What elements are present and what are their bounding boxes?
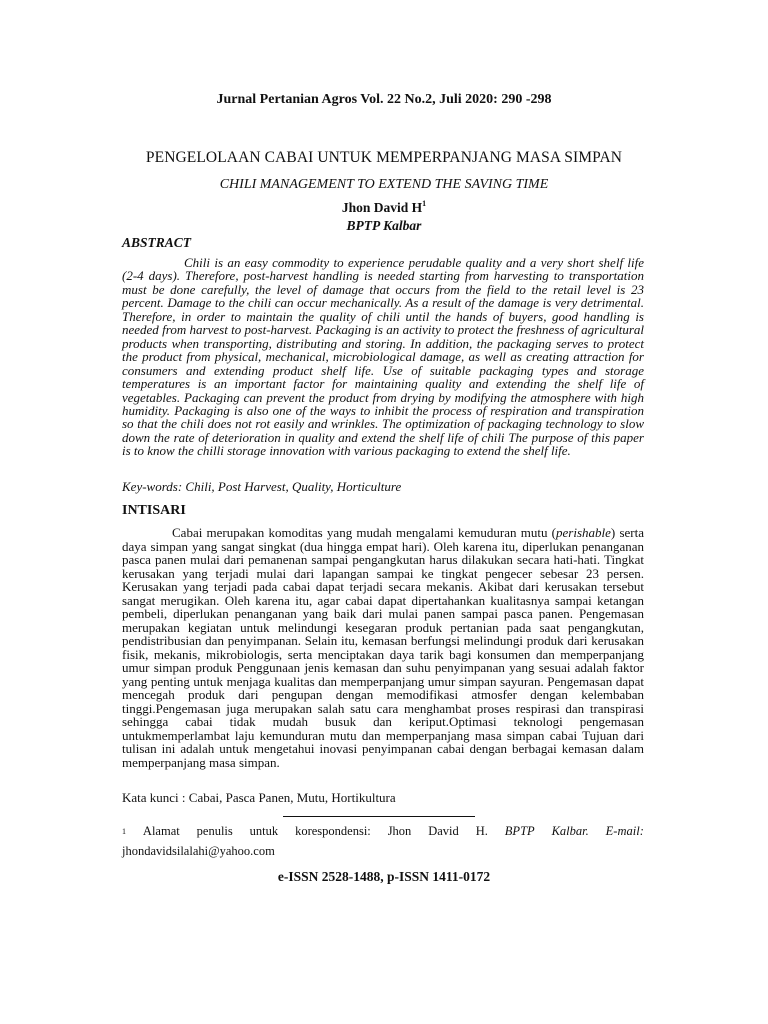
journal-header: Jurnal Pertanian Agros Vol. 22 No.2, Juli 2020: 290 -298 (216, 92, 552, 107)
footnote-word: untuk (249, 824, 279, 838)
footnote-email-label: E-mail: (605, 824, 644, 838)
abstract-keywords: Key-words: Chili, Post Harvest, Quality, Horticulture (122, 479, 402, 494)
footnote-marker: 1 (122, 827, 126, 836)
footnote-word: Jhon (387, 824, 412, 838)
intisari-text-rest: ) serta daya simpan yang sangat singkat (dua hingga empat hari). Oleh karena itu, diperlukan penanganan pasca panen mulai dari pemanenan sampai pengangkutan harus dilakukan secara hati-hati. Tingkat kerusakan yang terjadi mulai dari lapangan sampai ke tingkat pengecer sebesar 23 persen. Kerusakan yang terjadi pada cabai dapat terjadi secara mekanis. Akibat dari kerusakan tersebut sangat merugikan. Oleh karena itu, agar cabai dapat dipertahankan kualitasnya sampai ketangan pembeli, diperlukan penanganan yang baik dari mulai panen sampai pasca panen. Pengemasan merupakan kegiatan untuk melindungi kesegaran produk pertanian pada saat pengangkutan, pendistribusian dan penyimpanan. Selain itu, kemasan berfungsi melindungi produk dari kerusakan fisik, mekanis, mikrobiologis, serta menciptakan daya tarik bagi konsumen dan memperpanjang umur simpan produk Penggunaan jenis kemasan dan suhu penyimpanan yang sesuai adalah faktor yang penting untuk menjaga kualitas dan memperpanjang umur simpan sayuran. Pengemasan dapat mencegah produk dari pengupan dengan memodifikasi atmosfer dengan kelembaban tinggi.Pengemasan juga merupakan salah satu cara menghambat proses respirasi dan transpirasi sehingga cabai tidak mudah busuk dan keriput.Optimasi teknologi pengemasan untukmemperlambat laju kemunduran mutu dan memperpanjang masa simpan cabai Tujuan dari tulisan ini adalah untuk mengetahui inovasi penyimpanan cabai dengan berbagai kemasan dalam memperpanjang masa simpan. (122, 525, 645, 770)
footnote-word: korespondensi: (295, 824, 371, 838)
intisari-body (122, 526, 644, 769)
author-name: Jhon David H (341, 200, 423, 215)
intisari-italic-term: perishable (556, 525, 611, 540)
footnote-word: penulis (196, 824, 233, 838)
footnote-affiliation: BPTP (504, 824, 535, 838)
article-title: PENGELOLAAN CABAI UNTUK MEMPERPANJANG MASA SIMPAN (145, 149, 623, 166)
intisari-keywords: Kata kunci : Cabai, Pasca Panen, Mutu, Hortikultura (122, 790, 396, 805)
author-affiliation: BPTP Kalbar (346, 218, 422, 233)
abstract-heading: ABSTRACT (122, 235, 192, 250)
issn-footer: e-ISSN 2528-1488, p-ISSN 1411-0172 (277, 869, 491, 884)
author-footnote-marker: 1 (422, 199, 427, 208)
intisari-text-start: Cabai merupakan komoditas yang mudah mengalami kemuduran mutu ( (172, 525, 557, 540)
footnote (122, 824, 644, 859)
author-line (0, 199, 768, 216)
footnote-affiliation-region: Kalbar. (551, 824, 589, 838)
intisari-heading: INTISARI (122, 503, 186, 518)
footnote-word: H. (475, 824, 488, 838)
footnote-word: David (428, 824, 459, 838)
footnote-word: Alamat (142, 824, 180, 838)
footnote-divider (283, 816, 475, 817)
footnote-email: jhondavidsilalahi@yahoo.com (122, 843, 275, 858)
footnote-line (122, 824, 644, 844)
abstract-body: Chili is an easy commodity to experience perudable quality and a very short shelf life (2-4 days). Therefore, post-harvest handling is needed starting from harvesting to transportation must be done carefully, the level of damage that occurs from the field to the retail level is 23 percent. Damage to the chili can occur mechanically. As a result of the damage is very detrimental. Therefore, in order to maintain the quality of chili until the hands of buyers, good handling is needed from harvest to post-harvest. Packaging is an activity to protect the freshness of agricultural products when transporting, distributing and storing. In addition, the packaging serves to protect the product from physical, mechanical, microbiological damage, as well as creating attraction for consumers and extending product shelf life. Use of suitable packaging types and storage temperatures is an important factor for maintaining quality and extending the shelf life of vegetables. Packaging can prevent the product from drying by modifying the atmosphere with high humidity. Packaging is also one of the ways to inhibit the process of respiration and transpiration so that the chili does not rot easily and wrinkles. The optimization of packaging technology to slow down the rate of deterioration in quality and extend the shelf life of chili The purpose of this paper is to know the chilli storage innovation with various packaging to extend the shelf life. (122, 255, 644, 459)
article-title-english: CHILI MANAGEMENT TO EXTEND THE SAVING TIME (219, 177, 549, 192)
